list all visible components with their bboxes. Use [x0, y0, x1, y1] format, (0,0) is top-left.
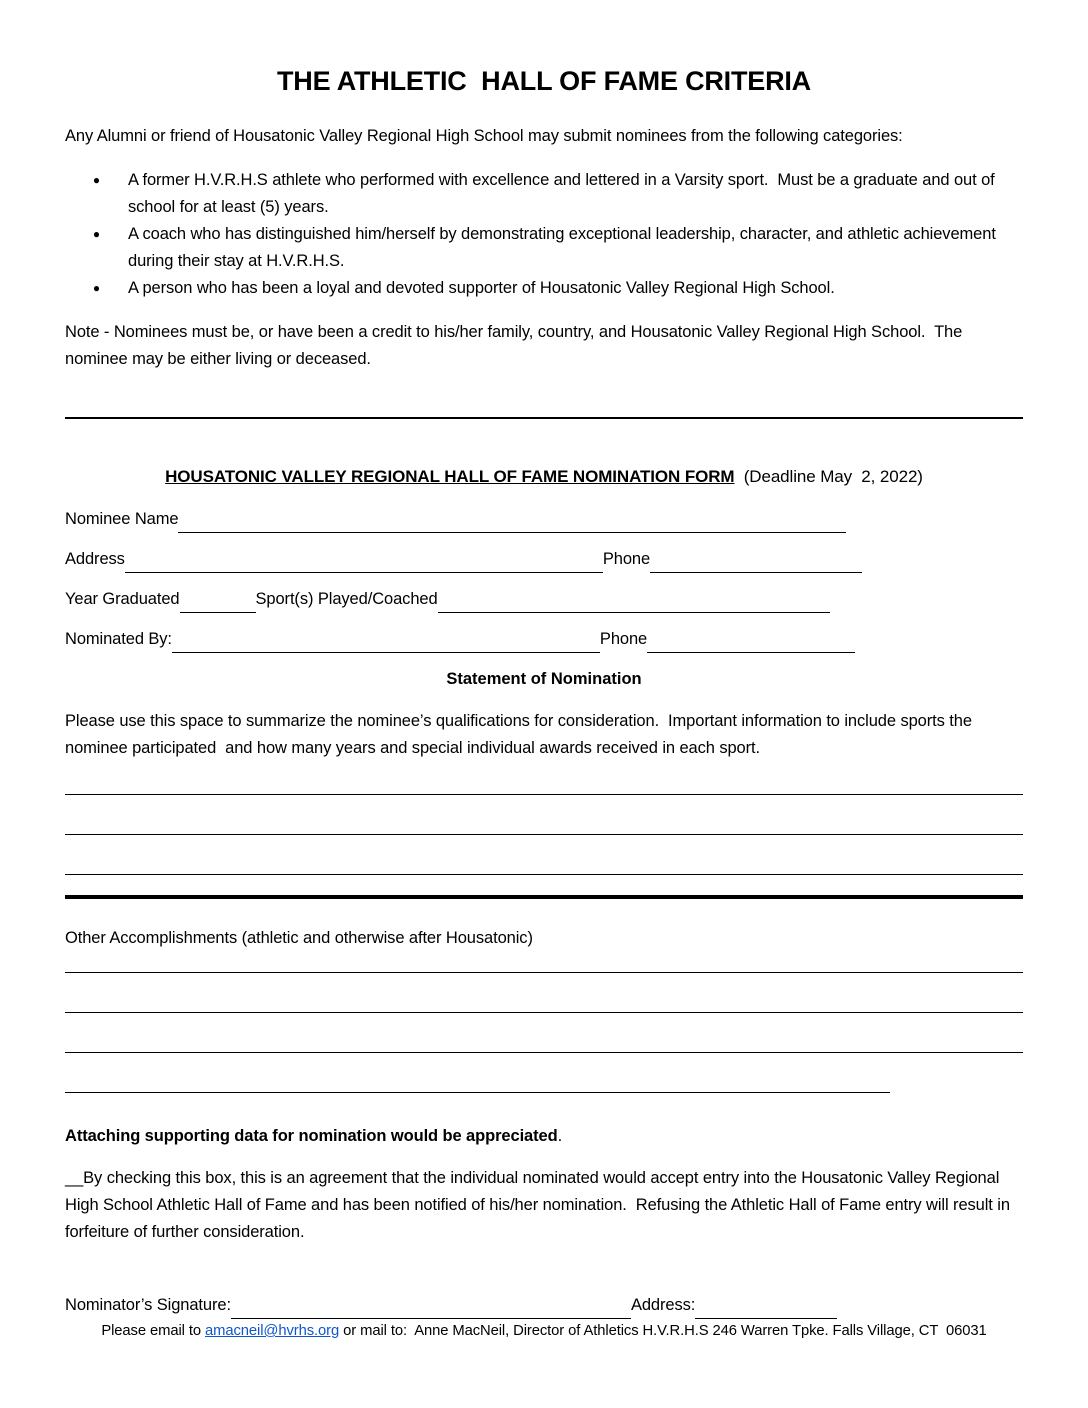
nominated-by-blank	[172, 629, 600, 653]
statement-answer-line	[65, 834, 1023, 835]
statement-answer-line	[65, 874, 1023, 875]
phone-blank	[650, 549, 862, 573]
statement-instructions: Please use this space to summarize the nominee’s qualifications for consideration. Important information to include sports the nominee participated and how many years and special individual awards received in each sport.	[65, 712, 977, 757]
phone2-label: Phone	[599, 630, 648, 648]
section-divider-thick	[65, 895, 1023, 899]
email-link[interactable]: amacneil@hvrhs.org	[205, 1323, 340, 1339]
nominated-by-label: Nominated By:	[65, 630, 172, 648]
nominee-name-blank	[178, 509, 846, 533]
footer-suffix: or mail to: Anne MacNeil, Director of Athletics H.V.R.H.S 246 Warren Tpke. Falls Village, CT 06031	[339, 1323, 987, 1339]
attachment-note-text: Attaching supporting data for nomination would be appreciated	[65, 1127, 558, 1145]
nominated-by-row	[65, 626, 1023, 653]
footer-contact-line	[65, 1319, 1023, 1343]
signature-blank	[231, 1295, 631, 1319]
form-deadline: (Deadline May 2, 2022)	[734, 467, 923, 486]
accomplishments-answer-line	[65, 1052, 1023, 1053]
statement-heading: Statement of Nomination	[446, 670, 642, 688]
list-item	[65, 275, 1023, 302]
other-accomplishments-label: Other Accomplishments (athletic and otherwise after Housatonic)	[65, 929, 533, 947]
phone-label: Phone	[602, 550, 651, 568]
bullet-icon: ●	[92, 227, 101, 241]
nominee-name-label: Nominee Name	[65, 510, 179, 528]
accomplishments-answer-line	[65, 1012, 1023, 1013]
bullet-text: A person who has been a loyal and devoted supporter of Housatonic Valley Regional High School.	[128, 279, 835, 297]
year-graduated-row	[65, 586, 1023, 613]
form-heading: HOUSATONIC VALLEY REGIONAL HALL OF FAME NOMINATION FORM	[165, 467, 735, 486]
bullet-text: A former H.V.R.H.S athlete who performed with excellence and lettered in a Varsity sport. Must be a graduate and out of school for at least (5) years.	[128, 171, 1000, 216]
nominee-name-row	[65, 506, 1023, 533]
year-graduated-label: Year Graduated	[65, 590, 180, 608]
bullet-icon: ●	[92, 281, 101, 295]
sports-played-label: Sport(s) Played/Coached	[255, 590, 438, 608]
agreement-paragraph: __By checking this box, this is an agreement that the individual nominated would accept entry into the Housatonic Valley Regional High School Athletic Hall of Fame and has been notified of his/her nomination. Refusing the Athletic Hall of Fame entry will result in forfeiture of further consideration.	[65, 1169, 1015, 1241]
footer-prefix: Please email to	[101, 1323, 205, 1339]
year-graduated-blank	[180, 589, 256, 613]
address-row	[65, 546, 1023, 573]
list-item	[65, 167, 1023, 221]
address-label: Address	[65, 550, 125, 568]
accomplishments-answer-line	[65, 1092, 890, 1093]
bullet-text: A coach who has distinguished him/herself by demonstrating exceptional leadership, character, and athletic achievement during their stay at H.V.R.H.S.	[128, 225, 1001, 270]
signature-row	[65, 1292, 1023, 1319]
document-title: THE ATHLETIC HALL OF FAME CRITERIA	[277, 66, 811, 96]
address-blank	[125, 549, 603, 573]
note-paragraph: Note - Nominees must be, or have been a credit to his/her family, country, and Housatonic Valley Regional High School. The nominee may be either living or deceased.	[65, 323, 967, 368]
accomplishments-answer-line	[65, 972, 1023, 973]
signature-address-blank	[695, 1295, 837, 1319]
attachment-note	[65, 1123, 1023, 1150]
section-divider	[65, 417, 1023, 419]
criteria-bullet-list	[65, 167, 1023, 302]
sports-played-blank	[438, 589, 830, 613]
intro-paragraph: Any Alumni or friend of Housatonic Valley Regional High School may submit nominees from the following categories:	[65, 127, 903, 145]
statement-answer-line	[65, 794, 1023, 795]
list-item	[65, 221, 1023, 275]
signature-label: Nominator’s Signature:	[65, 1296, 231, 1314]
bullet-icon: ●	[92, 173, 101, 187]
form-heading-row	[65, 463, 1023, 490]
signature-address-label: Address:	[630, 1296, 696, 1314]
attachment-note-period: .	[557, 1127, 563, 1145]
phone2-blank	[647, 629, 855, 653]
